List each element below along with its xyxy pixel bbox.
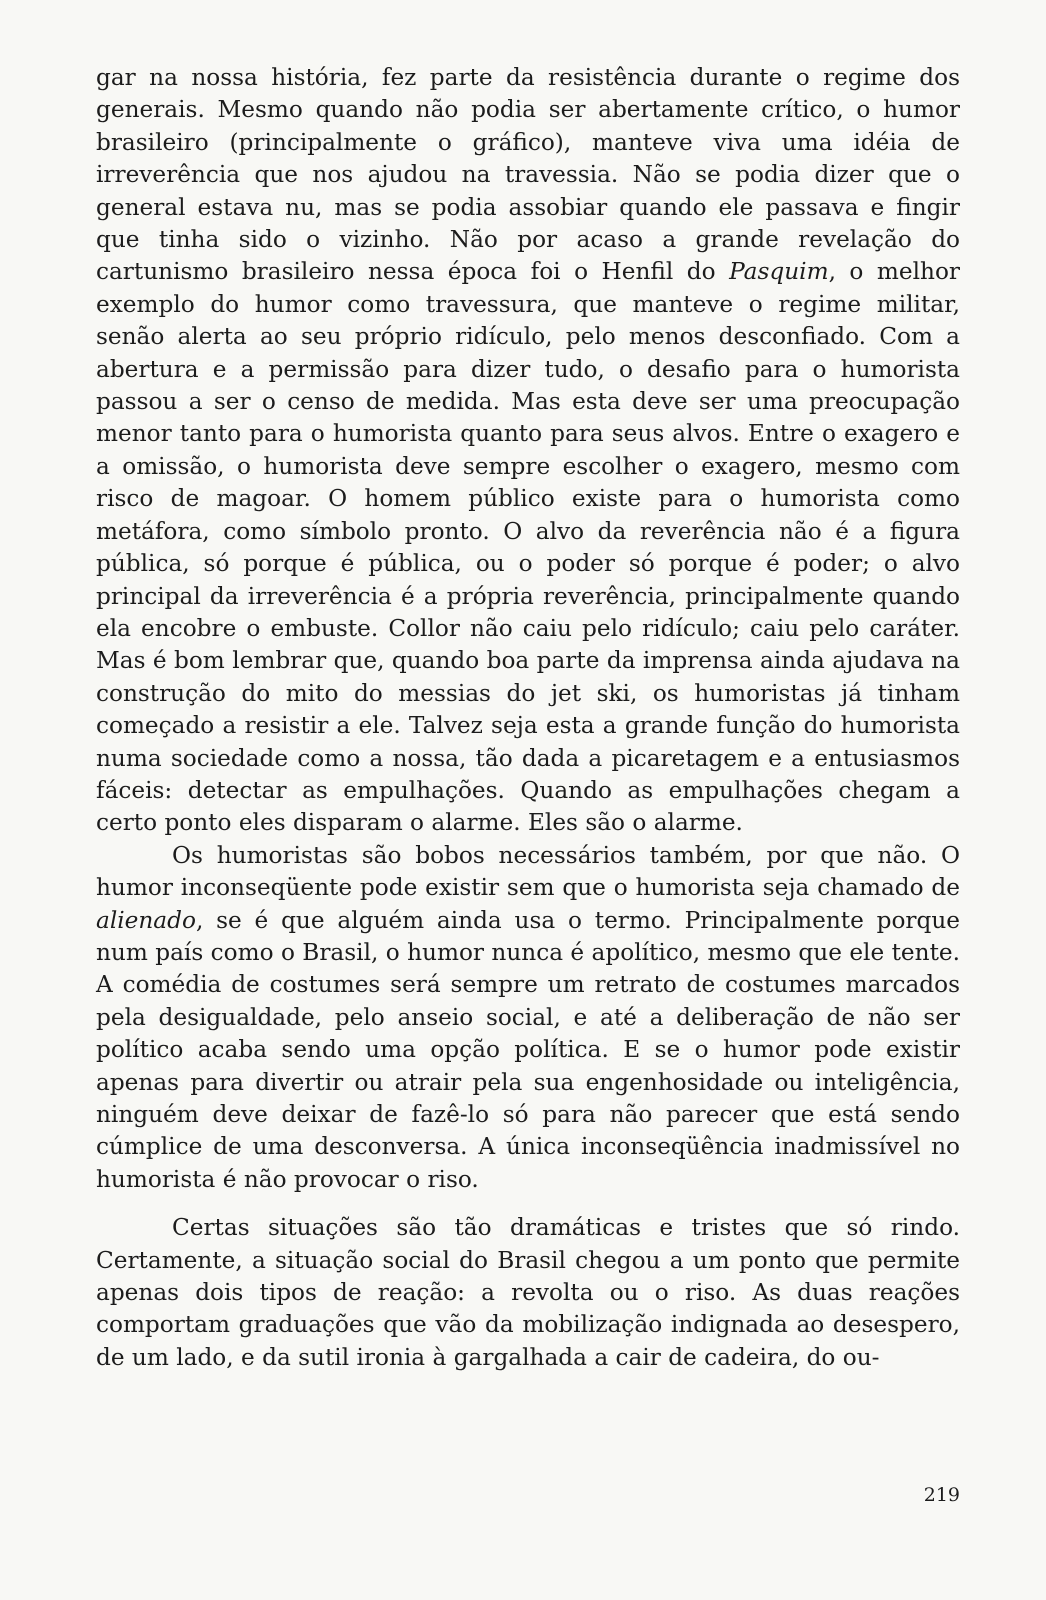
paragraph	[96, 840, 960, 1196]
paragraph	[96, 1212, 960, 1374]
text-run: , o melhor exemplo do humor como travessura, que manteve o regime militar, senão alerta ao seu próprio ridículo, pelo menos desconfiado. Com a abertura e a permissão para dizer tudo, o desafio para o humorista passou a ser o censo de medida. Mas esta deve ser uma preocupação menor tanto para o humorista quanto para seus alvos. Entre o exagero e a omissão, o humorista deve sempre escolher o exagero, mesmo com risco de magoar. O homem público existe para o humorista como metáfora, como símbolo pronto. O alvo da reverência não é a figura pública, só porque é pública, ou o poder só porque é poder; o alvo principal da irreverência é a própria reverência, principalmente quando ela encobre o embuste. Collor não caiu pelo ridículo; caiu pelo caráter. Mas é bom lembrar que, quando boa parte da imprensa ainda ajudava na construção do mito do messias do jet ski, os humoristas já tinham começado a resistir a ele. Talvez seja esta a grande função do humorista numa sociedade como a nossa, tão dada a picaretagem e a entusiasmos fáceis: detectar as empulhações. Quando as empulhações chegam a certo ponto eles disparam o alarme. Eles são o alarme.	[96, 258, 960, 837]
paragraph	[96, 62, 960, 840]
text-run: Certas situações são tão dramáticas e tristes que só rindo. Certamente, a situação social do Brasil chegou a um ponto que permite apenas dois tipos de reação: a revolta ou o riso. As duas reações comportam graduações que vão da mobilização indignada ao desespero, de um lado, e da sutil ironia à gargalhada a cair de cadeira, do ou-	[96, 1214, 960, 1371]
italic-term: Pasquim	[729, 258, 829, 286]
text-run: , se é que alguém ainda usa o termo. Principalmente porque num país como o Brasil, o humor nunca é apolítico, mesmo que ele tente. A comédia de costumes será sempre um retrato de costumes marcados pela desigualdade, pelo anseio social, e até a deliberação de não ser político acaba sendo uma opção política. E se o humor pode existir apenas para divertir ou atrair pela sua engenhosidade ou inteligência, ninguém deve deixar de fazê-lo só para não parecer que está sendo cúmplice de uma desconversa. A única inconseqüência inadmissível no humorista é não provocar o riso.	[96, 906, 960, 1193]
text-run: Os humoristas são bobos necessários também, por que não. O humor inconseqüente pode existir sem que o humorista seja chamado de	[96, 841, 960, 902]
body-text	[96, 62, 960, 1374]
italic-term: alienado	[96, 906, 196, 934]
page-number: 219	[923, 1484, 960, 1506]
text-run: gar na nossa história, fez parte da resistência durante o regime dos generais. Mesmo quando não podia ser abertamente crítico, o humor brasileiro (principalmente o gráfico), manteve viva uma idéia de irreverência que nos ajudou na travessia. Não se podia dizer que o general estava nu, mas se podia assobiar quando ele passava e fingir que tinha sido o vizinho. Não por acaso a grande revelação do cartunismo brasileiro nessa época foi o Henfil do	[96, 64, 960, 286]
